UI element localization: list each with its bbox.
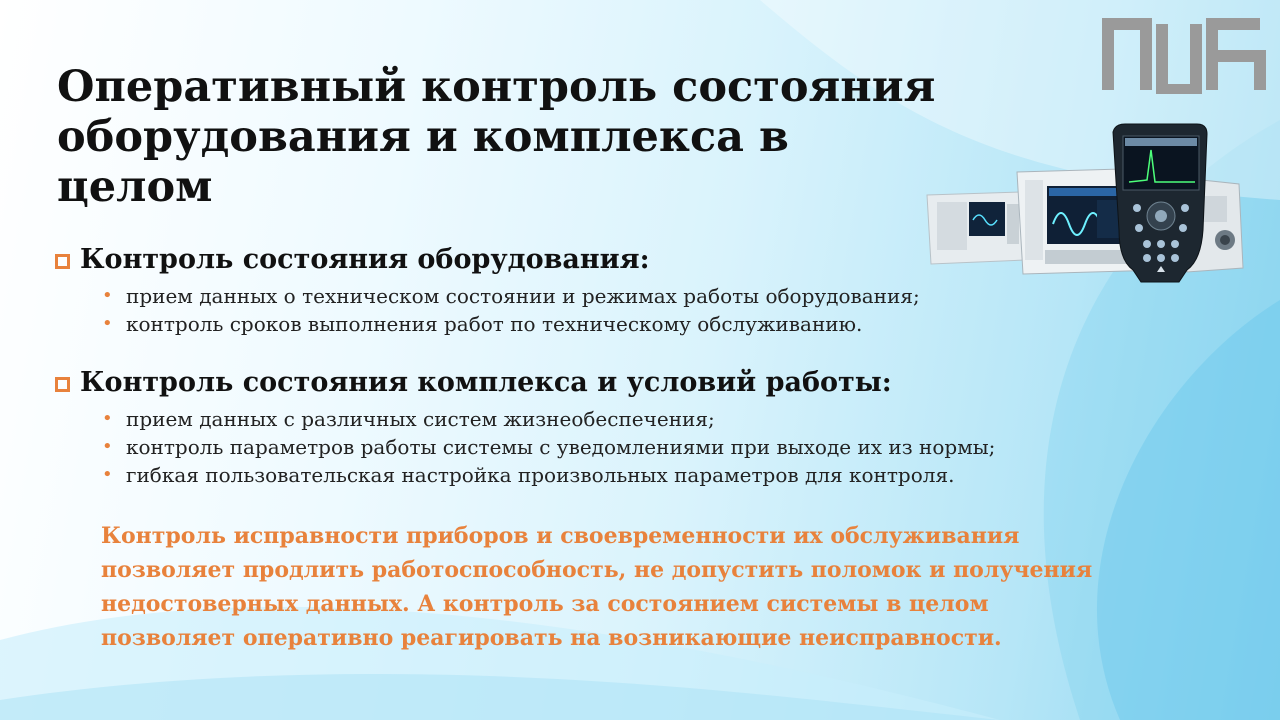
list-item: • гибкая пользовательская настройка произвольных параметров для контроля. xyxy=(102,461,1055,489)
handheld-analyzer xyxy=(1113,124,1207,282)
summary-line: позволяет оперативно реагировать на возникающие неисправности. xyxy=(101,625,1002,651)
summary-text xyxy=(101,519,1161,655)
list-item: • контроль параметров работы системы с уведомлениями при выходе их из нормы; xyxy=(102,433,1055,461)
section-equipment-status xyxy=(55,244,1055,338)
section-title: Контроль состояния оборудования: xyxy=(80,244,650,275)
list-item: • прием данных с различных систем жизнеобеспечения; xyxy=(102,405,1055,433)
section-heading xyxy=(55,244,1055,276)
title-line: Оперативный контроль состояния xyxy=(57,62,936,112)
list-item: • прием данных о техническом состоянии и режимах работы оборудования; xyxy=(102,282,1055,310)
hollow-square-checkbox-icon xyxy=(55,377,70,392)
title-line: оборудования и комплекса в целом xyxy=(57,112,789,212)
hollow-square-checkbox-icon xyxy=(55,254,70,269)
summary-line: позволяет продлить работоспособность, не допустить поломок и получения xyxy=(101,557,1093,583)
section-complex-status xyxy=(55,367,1055,489)
bullet-list xyxy=(102,405,1055,489)
company-logo xyxy=(1100,14,1266,94)
page-title xyxy=(57,62,937,212)
section-title: Контроль состояния комплекса и условий работы: xyxy=(80,367,892,398)
summary-line: Контроль исправности приборов и своевременности их обслуживания xyxy=(101,523,1020,549)
list-item: • контроль сроков выполнения работ по техническому обслуживанию. xyxy=(102,310,1055,338)
summary-line: недостоверных данных. А контроль за состоянием системы в целом xyxy=(101,591,989,617)
section-heading xyxy=(55,367,1055,399)
bullet-list xyxy=(102,282,1055,338)
